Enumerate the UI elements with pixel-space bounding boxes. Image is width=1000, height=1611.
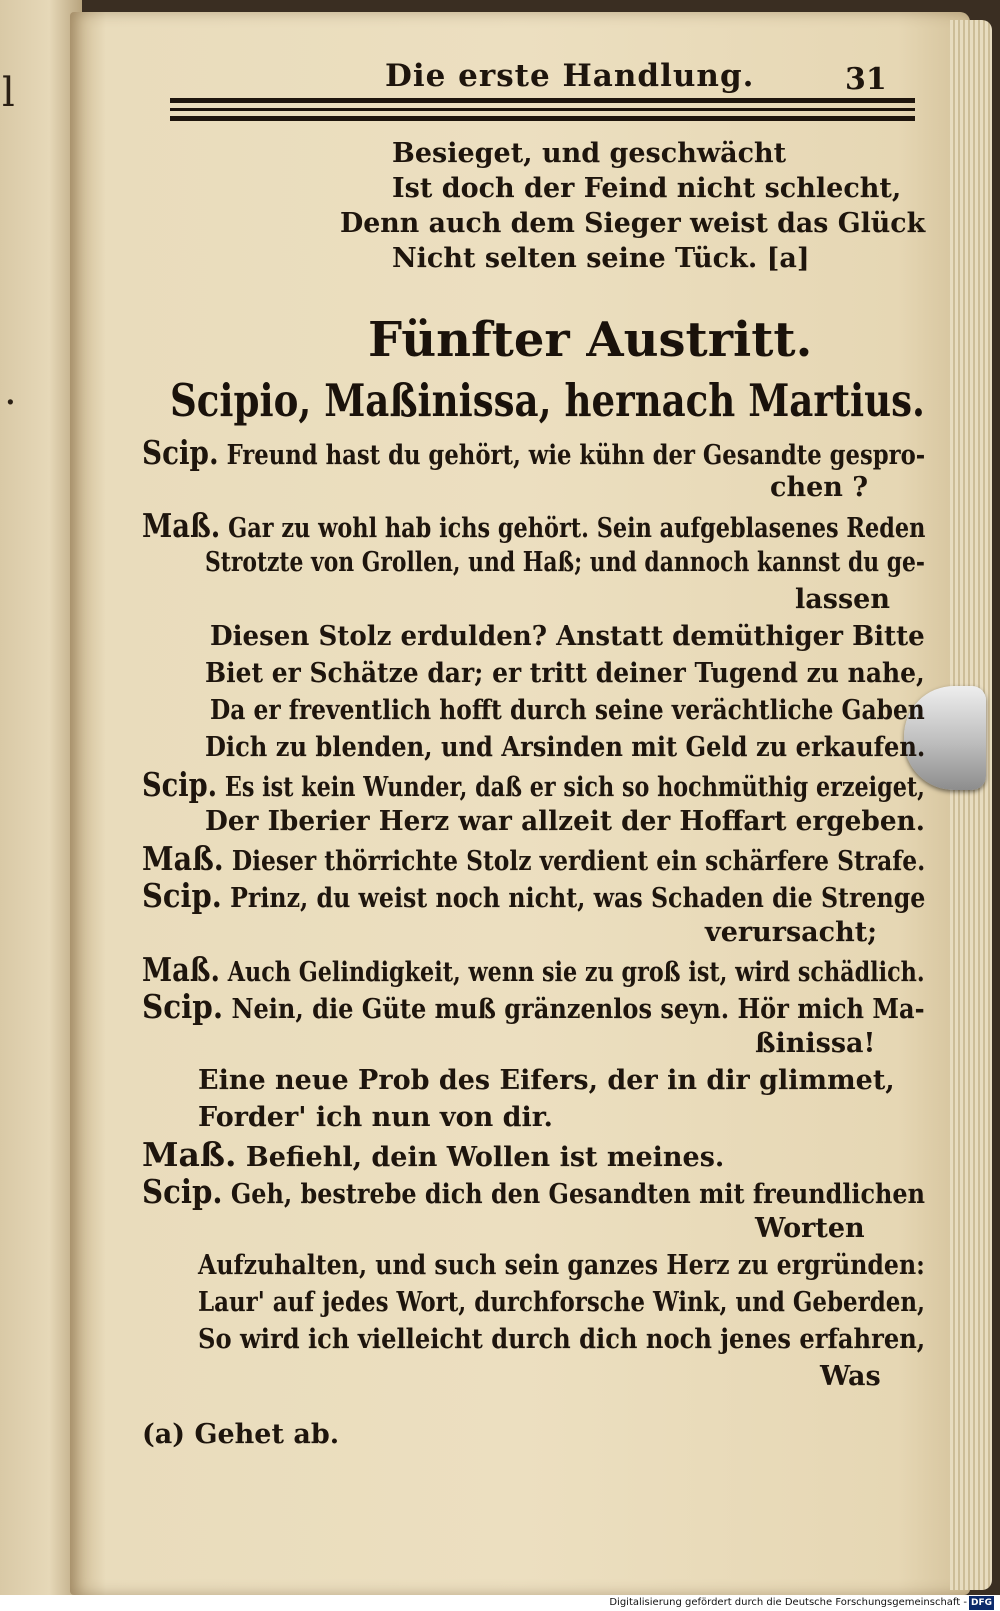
dialogue-text: Forder' ich nun von dir. bbox=[198, 1102, 553, 1133]
dialogue-line bbox=[142, 950, 925, 989]
page-stack-edge bbox=[950, 20, 992, 1590]
verse-line: Denn auch dem Sieger weist das Glück bbox=[340, 208, 926, 239]
dialogue-text: Geh, bestrebe dich den Gesandten mit freundlichen bbox=[230, 1179, 926, 1210]
dialogue-text: Befiehl, dein Wollen ist meines. bbox=[245, 1142, 725, 1173]
margin-mark: l bbox=[2, 70, 15, 116]
dialogue-text: Es ist kein Wunder, daß er sich so hochmüthig erzeiget, bbox=[224, 772, 925, 803]
dialogue-line bbox=[210, 621, 925, 653]
speaker-label: Maß. bbox=[142, 950, 220, 989]
header-rule bbox=[170, 108, 915, 111]
dialogue-line bbox=[755, 1213, 865, 1245]
dfg-logo: DFG bbox=[970, 1598, 992, 1608]
verse-line: Ist doch der Feind nicht schlecht, bbox=[392, 173, 902, 204]
dialogue-text: Freund hast du gehört, wie kühn der Gesandte gespro- bbox=[226, 440, 926, 471]
page-number: 31 bbox=[845, 62, 887, 97]
dialogue-text: ßinissa! bbox=[755, 1028, 876, 1059]
dialogue-line bbox=[755, 1028, 875, 1060]
dialogue-line bbox=[198, 1065, 895, 1097]
speaker-label: Maß. bbox=[142, 1135, 237, 1174]
scene-title: Fünfter Austritt. bbox=[368, 312, 813, 368]
dialogue-line bbox=[142, 433, 926, 472]
dialogue-text: Nein, die Güte muß gränzenlos seyn. Hör mich Ma- bbox=[231, 994, 925, 1025]
speaker-label: Scip. bbox=[142, 765, 218, 804]
dialogue-line bbox=[795, 584, 890, 616]
speaker-label: Scip. bbox=[142, 1172, 223, 1211]
dialogue-text: Worten bbox=[755, 1213, 865, 1244]
speaker-label: Scip. bbox=[142, 876, 222, 915]
speaker-label: Scip. bbox=[142, 987, 224, 1026]
dialogue-line bbox=[142, 876, 926, 915]
dialogue-text: Prinz, du weist noch nicht, was Schaden die Strenge bbox=[230, 883, 926, 914]
dialogue-line bbox=[142, 1135, 725, 1174]
speaker-label: Scip. bbox=[142, 433, 219, 472]
header-rule bbox=[170, 98, 915, 103]
margin-mark: . bbox=[4, 368, 17, 414]
dialogue-line bbox=[770, 472, 868, 504]
dialogue-text: Eine neue Prob des Eifers, der in dir glimmet, bbox=[198, 1065, 895, 1096]
dialogue-line bbox=[705, 917, 877, 949]
dialogue-text: verursacht; bbox=[705, 917, 878, 948]
dialogue-line bbox=[205, 658, 925, 690]
dialogue-text: chen ? bbox=[770, 472, 869, 503]
scene-cast: Scipio, Maßinissa, hernach Martius. bbox=[170, 374, 925, 427]
verse-line: Nicht selten seine Tück. [a] bbox=[392, 243, 810, 274]
dialogue-line bbox=[205, 732, 925, 764]
dialogue-line bbox=[142, 1172, 926, 1211]
speaker-label: Maß. bbox=[142, 506, 221, 545]
dialogue-line bbox=[142, 987, 925, 1026]
dialogue-line bbox=[198, 1324, 925, 1356]
dialogue-text: Biet er Schätze dar; er tritt deiner Tugend zu nahe, bbox=[205, 658, 925, 689]
credit-text: Digitalisierung gefördert durch die Deutsche Forschungsgemeinschaft - bbox=[609, 1597, 967, 1608]
dialogue-line bbox=[142, 765, 925, 804]
dialogue-line bbox=[205, 547, 925, 579]
dialogue-text: Was bbox=[820, 1361, 881, 1392]
dialogue-text: Dieser thörrichte Stolz verdient ein schärfere Strafe. bbox=[231, 846, 926, 877]
dialogue-text: Laur' auf jedes Wort, durchforsche Wink, und Geberden, bbox=[198, 1287, 925, 1318]
dialogue-text: lassen bbox=[795, 584, 890, 615]
dialogue-line bbox=[142, 839, 926, 878]
footnote: (a) Gehet ab. bbox=[142, 1419, 340, 1450]
dialogue-text: So wird ich vielleicht durch dich noch jenes erfahren, bbox=[198, 1324, 926, 1355]
dialogue-line bbox=[210, 695, 925, 727]
dialogue-text: Der Iberier Herz war allzeit der Hoffart ergeben. bbox=[205, 806, 925, 837]
dialogue-line bbox=[205, 806, 925, 838]
header-rule bbox=[170, 116, 915, 121]
dialogue-text: Da er freventlich hofft durch seine verächtliche Gaben bbox=[210, 695, 925, 726]
dialogue-line bbox=[198, 1287, 925, 1319]
dialogue-text: Strotzte von Grollen, und Haß; und dannoch kannst du ge- bbox=[205, 547, 926, 578]
verse-line: Besieget, und geschwächt bbox=[392, 138, 787, 169]
dialogue-line bbox=[198, 1250, 925, 1282]
running-head: Die erste Handlung. bbox=[385, 58, 755, 94]
digitization-credit bbox=[609, 1596, 994, 1610]
dialogue-text: Diesen Stolz erdulden? Anstatt demüthiger Bitte bbox=[210, 621, 925, 652]
dialogue-text: Dich zu blenden, und Arsinden mit Geld zu erkaufen. bbox=[205, 732, 926, 763]
dialogue-text: Aufzuhalten, und such sein ganzes Herz zu ergründen: bbox=[198, 1250, 925, 1281]
dialogue-text: Auch Gelindigkeit, wenn sie zu groß ist, wird schädlich. bbox=[227, 957, 925, 988]
dialogue-line bbox=[198, 1102, 553, 1134]
speaker-label: Maß. bbox=[142, 839, 224, 878]
catchword bbox=[820, 1361, 881, 1393]
dialogue-text: Gar zu wohl hab ichs gehört. Sein aufgeblasenes Reden bbox=[228, 513, 926, 544]
dialogue-line bbox=[142, 506, 926, 545]
